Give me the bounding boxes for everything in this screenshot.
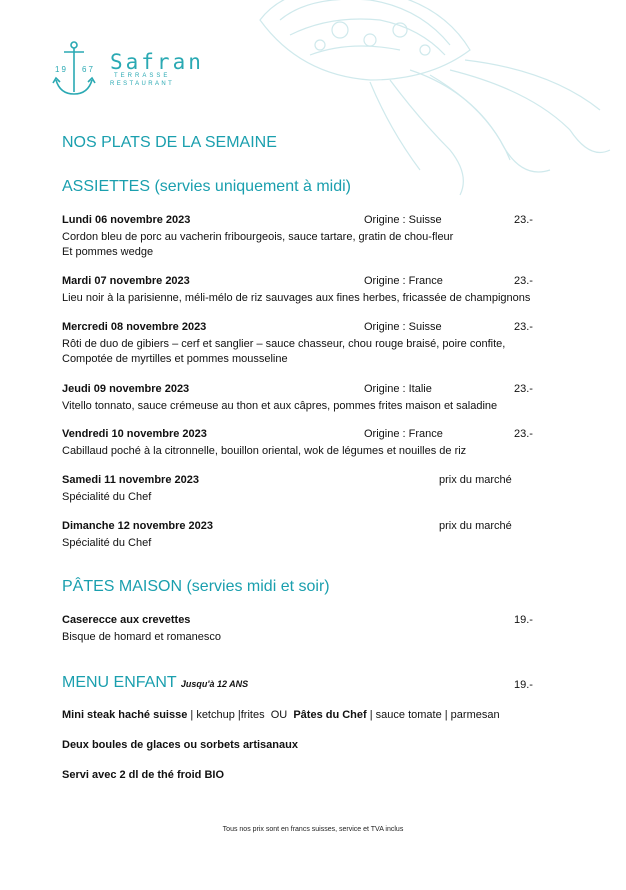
enfant-age-note: Jusqu'à 12 ANS (180, 679, 249, 689)
item-day: Lundi 06 novembre 2023 (62, 214, 191, 226)
item-description: Lieu noir à la parisienne, méli-mélo de riz sauvages aux fines herbes, fricassée de champignons (62, 292, 531, 304)
item-day: Dimanche 12 novembre 2023 (62, 520, 214, 532)
item-day: Mardi 07 novembre 2023 (62, 275, 190, 287)
enfant-price: 19.- (514, 679, 533, 691)
price-footnote: Tous nos prix sont en francs suisses, service et TVA inclus (222, 826, 404, 833)
item-price: prix du marché (439, 520, 512, 532)
menu-item-friday (62, 428, 582, 459)
restaurant-logo (50, 40, 204, 100)
logo-subtitle-terrasse: TERRASSE (114, 73, 171, 79)
item-origin: Origine : France (364, 428, 443, 440)
item-description: Spécialité du Chef (62, 537, 152, 549)
item-price: 23.- (514, 214, 533, 226)
enfant-line-dessert: Deux boules de glaces ou sorbets artisanaux (62, 739, 298, 751)
assiettes-heading: ASSIETTES (servies uniquement à midi) (62, 178, 351, 195)
item-description: Vitello tonnato, sauce crémeuse au thon et aux câpres, pommes frites maison et saladine (62, 400, 498, 412)
enfant-line-drink: Servi avec 2 dl de thé froid BIO (62, 769, 224, 781)
item-name: Caserecce aux crevettes (62, 614, 191, 626)
item-day: Samedi 11 novembre 2023 (62, 474, 199, 486)
item-description: Bisque de homard et romanesco (62, 631, 221, 643)
item-price: 23.- (514, 275, 533, 287)
enfant-line-main (62, 709, 500, 721)
item-origin: Origine : France (364, 275, 443, 287)
item-origin: Origine : Italie (364, 383, 432, 395)
item-price: prix du marché (439, 474, 512, 486)
item-description: Cabillaud poché à la citronnelle, bouillon oriental, wok de légumes et nouilles de riz (62, 445, 467, 457)
item-description: Rôti de duo de gibiers – cerf et sanglier – sauce chasseur, chou rouge braisé, poire confite, (62, 338, 506, 350)
item-day: Jeudi 09 novembre 2023 (62, 383, 190, 395)
menu-item-sunday (62, 520, 582, 551)
logo-year-right: 67 (82, 65, 95, 74)
item-price: 23.- (514, 321, 533, 333)
menu-item-thursday (62, 383, 582, 414)
enfant-option-steak-sides: | ketchup |frites OU (187, 709, 294, 721)
jellyfish-illustration (250, 0, 620, 200)
pates-heading: PÂTES MAISON (servies midi et soir) (62, 578, 330, 595)
enfant-title: MENU ENFANT (62, 674, 177, 691)
item-description: Cordon bleu de porc au vacherin fribourgeois, sauce tartare, gratin de chou-fleur (62, 231, 454, 243)
menu-item-monday (62, 214, 582, 260)
item-description: Spécialité du Chef (62, 491, 152, 503)
item-price: 23.- (514, 383, 533, 395)
enfant-heading (62, 674, 248, 692)
item-description: Compotée de myrtilles et pommes mousseline (62, 353, 288, 365)
logo-subtitle-restaurant: RESTAURANT (110, 81, 175, 87)
logo-name: Safran (110, 50, 204, 74)
item-price: 19.- (514, 614, 533, 626)
item-origin: Origine : Suisse (364, 321, 442, 333)
item-description: Et pommes wedge (62, 246, 154, 258)
menu-item-saturday (62, 474, 582, 505)
page-title: NOS PLATS DE LA SEMAINE (62, 134, 277, 151)
item-day: Mercredi 08 novembre 2023 (62, 321, 207, 333)
logo-year-left: 19 (55, 65, 68, 74)
menu-item-pates (62, 614, 582, 645)
item-price: 23.- (514, 428, 533, 440)
menu-item-tuesday (62, 275, 582, 306)
enfant-option-pates-sides: | sauce tomate | parmesan (366, 709, 500, 721)
menu-item-wednesday (62, 321, 582, 367)
enfant-option-pates: Pâtes du Chef (293, 709, 367, 721)
enfant-option-steak: Mini steak haché suisse (62, 709, 188, 721)
item-origin: Origine : Suisse (364, 214, 442, 226)
item-day: Vendredi 10 novembre 2023 (62, 428, 207, 440)
